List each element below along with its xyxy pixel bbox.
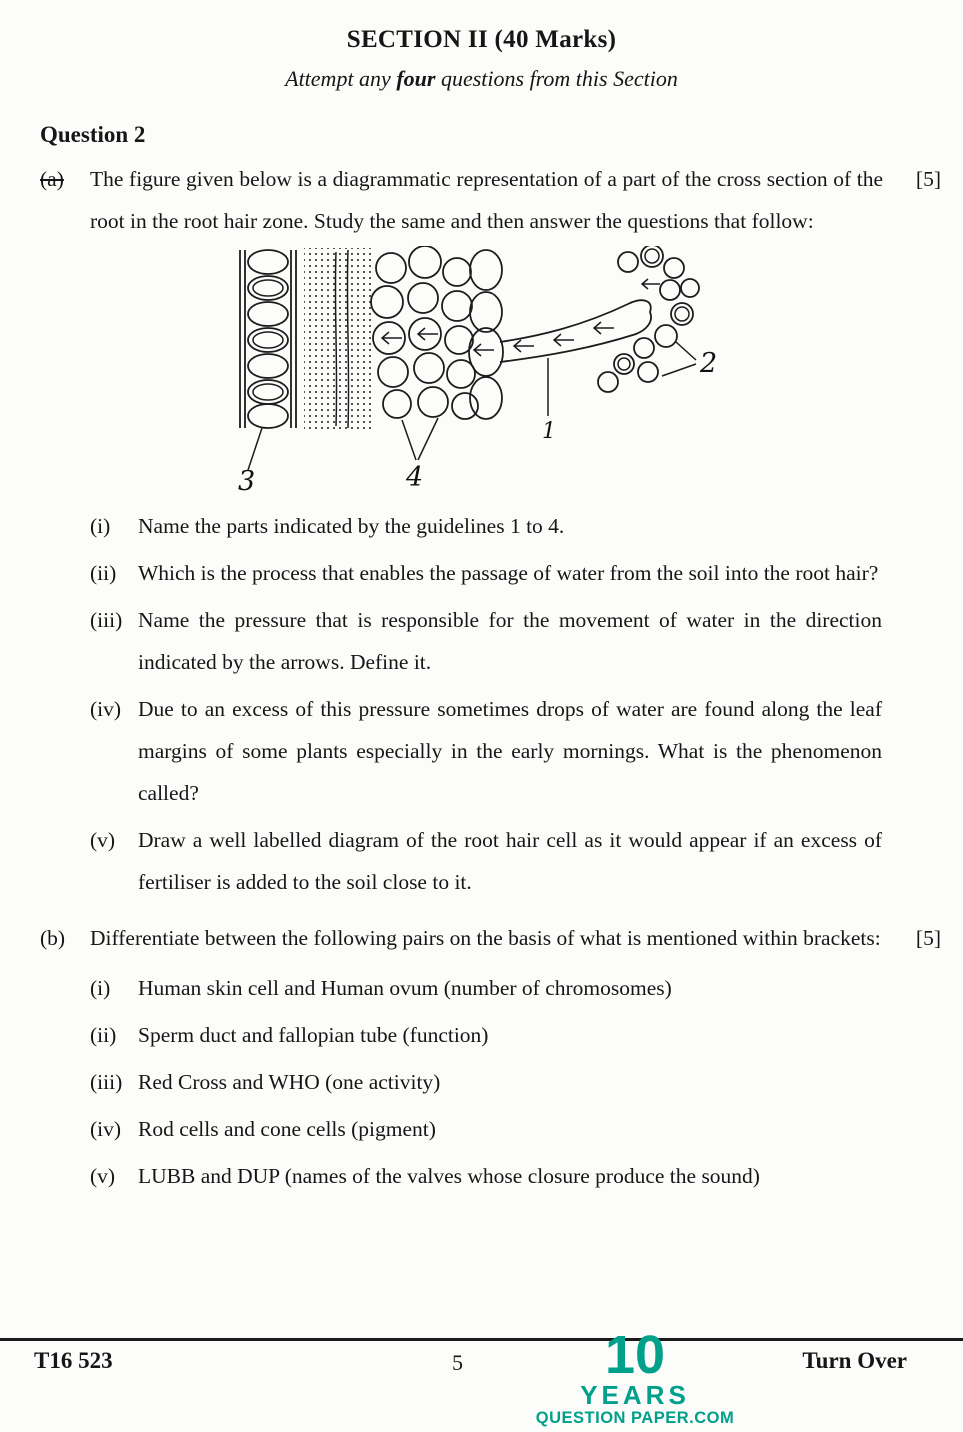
footer-divider — [0, 1338, 963, 1341]
question-2b-item-iii — [90, 1061, 882, 1103]
item-text: Which is the process that enables the passage of water from the soil into the root hair? — [138, 561, 879, 585]
question-2b-item-ii — [90, 1014, 882, 1056]
item-text: Draw a well labelled diagram of the root hair cell as it would appear if an excess of fertiliser is added to the soil close to it. — [138, 828, 882, 894]
item-text: Name the pressure that is responsible for the movement of water in the direction indicated by the arrows. Define it. — [138, 608, 882, 674]
guideline-4 — [402, 418, 438, 492]
question-2a-item-v — [90, 819, 882, 903]
item-number: (v) — [90, 1164, 116, 1188]
section-title: SECTION II (40 Marks) — [346, 26, 617, 53]
item-text: Name the parts indicated by the guidelines 1 to 4. — [138, 514, 565, 538]
subtitle-post: questions from this Section — [435, 66, 678, 91]
item-text: LUBB and DUP (names of the valves whose closure produce the sound) — [138, 1164, 760, 1188]
subtitle-emphasis: four — [396, 66, 436, 91]
question-2b — [40, 917, 941, 959]
item-number: (i) — [90, 976, 111, 1000]
item-number: (iii) — [90, 1070, 123, 1094]
question-2a-label: (a) — [40, 167, 64, 191]
question-2b-item-i — [90, 967, 882, 1009]
item-text: Red Cross and WHO (one activity) — [138, 1070, 441, 1094]
watermark-site: QUESTION PAPER.COM — [535, 1409, 735, 1427]
xylem-column — [240, 250, 296, 428]
question-2a-items — [0, 505, 963, 903]
guideline-1 — [542, 358, 556, 444]
question-2b-item-v — [90, 1155, 882, 1197]
figure-label-4: 4 — [406, 462, 424, 492]
watermark-years: YEARS — [580, 1380, 690, 1410]
item-number: (ii) — [90, 1023, 117, 1047]
question-2a-intro: The figure given below is a diagrammatic representation of a part of the cross section of the root in the root hair zone. Study the same and then answer the questions that follow: — [90, 167, 883, 233]
question-2b-marks: [5] — [915, 926, 941, 950]
figure-label-1: 1 — [542, 419, 556, 444]
ten-years-watermark — [520, 1325, 750, 1429]
soil-particles — [598, 246, 699, 392]
item-number: (iv) — [90, 697, 122, 721]
guideline-2 — [662, 342, 717, 379]
figure-label-3: 3 — [238, 466, 256, 492]
item-text: Rod cells and cone cells (pigment) — [138, 1117, 436, 1141]
question-2a — [40, 158, 941, 242]
epidermis-cells — [469, 250, 503, 419]
item-number: (iv) — [90, 1117, 122, 1141]
turn-over-label: Turn Over — [802, 1348, 907, 1373]
figure-label-2: 2 — [700, 348, 718, 379]
question-2b-intro: Differentiate between the following pairs on the basis of what is mentioned within brackets: — [90, 926, 881, 950]
item-text: Human skin cell and Human ovum (number of chromosomes) — [138, 976, 672, 1000]
subtitle-pre: Attempt any — [285, 66, 397, 91]
root-diagram-svg — [230, 246, 730, 492]
question-2a-item-ii — [90, 552, 882, 594]
question-2a-item-iii — [90, 599, 882, 683]
question-2b-label: (b) — [40, 926, 66, 950]
guideline-3 — [238, 428, 262, 492]
watermark-10: 10 — [604, 1325, 666, 1385]
item-number: (iii) — [90, 608, 123, 632]
question-2b-item-iv — [90, 1108, 882, 1150]
stippled-ground-tissue — [304, 248, 372, 430]
page-number: 5 — [452, 1350, 463, 1375]
question-2a-item-i — [90, 505, 882, 547]
question-2-heading: Question 2 — [40, 122, 146, 147]
root-cross-section-figure — [230, 246, 963, 497]
item-number: (i) — [90, 514, 111, 538]
section-subtitle — [0, 66, 963, 92]
cortex-cells — [371, 246, 478, 419]
root-hair — [500, 300, 651, 362]
question-2b-items — [0, 967, 963, 1197]
question-2a-item-iv — [90, 688, 882, 814]
question-2a-marks: [5] — [915, 167, 941, 191]
item-text: Sperm duct and fallopian tube (function) — [138, 1023, 489, 1047]
paper-code: T16 523 — [34, 1348, 113, 1373]
item-text: Due to an excess of this pressure sometimes drops of water are found along the leaf margins of some plants especially in the early mornings. What is the phenomenon called? — [138, 697, 882, 805]
item-number: (v) — [90, 828, 116, 852]
item-number: (ii) — [90, 561, 117, 585]
